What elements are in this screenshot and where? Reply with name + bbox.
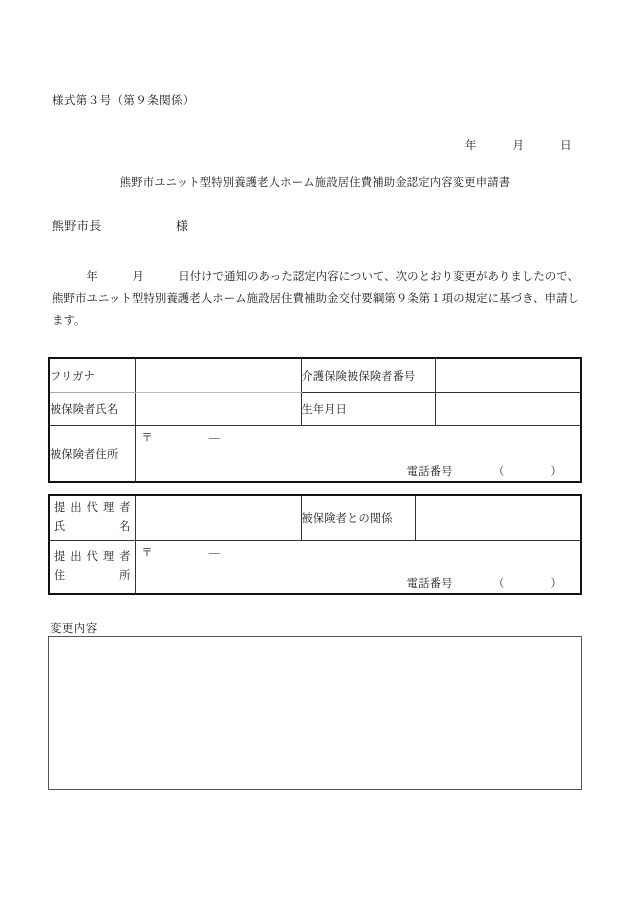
insured-name-value[interactable]	[135, 393, 301, 426]
relationship-label: 被保険者との関係	[301, 495, 415, 541]
furigana-label: フリガナ	[49, 358, 135, 393]
table-row	[49, 393, 581, 426]
form-number: 様式第３号（第９条関係）	[52, 95, 195, 107]
addressee-line: 熊野市長 様	[52, 219, 189, 233]
change-content-label: 変更内容	[50, 623, 98, 635]
agent-table	[48, 494, 582, 595]
insured-name-label: 被保険者氏名	[49, 393, 135, 426]
furigana-value[interactable]	[135, 358, 301, 393]
insured-address-value[interactable]	[135, 426, 581, 483]
table-row	[49, 541, 581, 595]
birthdate-label: 生年月日	[301, 393, 435, 426]
birthdate-value[interactable]	[435, 393, 581, 426]
agent-name-label-line1: 提出代理者	[54, 502, 131, 514]
agent-name-label-line2: 氏 名	[54, 521, 131, 533]
agent-name-value[interactable]	[135, 495, 301, 541]
postal-code-mark: 〒 ―	[141, 432, 220, 444]
insured-person-table	[48, 357, 582, 483]
agent-address-label	[49, 541, 135, 595]
agent-address-label-line2: 住 所	[54, 570, 131, 582]
insured-address-label: 被保険者住所	[49, 426, 135, 483]
postal-code-mark: 〒 ―	[141, 547, 220, 559]
telephone-label: 電話番号 （ ）	[406, 578, 562, 590]
agent-address-label-line1: 提出代理者	[54, 551, 131, 563]
insurance-number-value[interactable]	[435, 358, 581, 393]
relationship-value[interactable]	[415, 495, 581, 541]
insurance-number-label: 介護保険被保険者番号	[301, 358, 435, 393]
agent-address-value[interactable]	[135, 541, 581, 595]
table-row	[49, 495, 581, 541]
telephone-label: 電話番号 （ ）	[406, 466, 562, 478]
change-content-box[interactable]	[48, 636, 582, 790]
table-row	[49, 358, 581, 393]
agent-name-label	[49, 495, 135, 541]
page-title: 熊野市ユニット型特別養護老人ホーム施設居住費補助金認定内容変更申請書	[119, 177, 511, 189]
table-row	[49, 426, 581, 483]
body-paragraph: 年 月 日付けで通知のあった認定内容について、次のとおり変更がありましたので、熊野市ユニット型特別養護老人ホーム施設居住費補助金交付要綱第９条第１項の規定に基づき、申請します。	[52, 271, 579, 327]
date-line: 年 月 日	[464, 140, 572, 152]
